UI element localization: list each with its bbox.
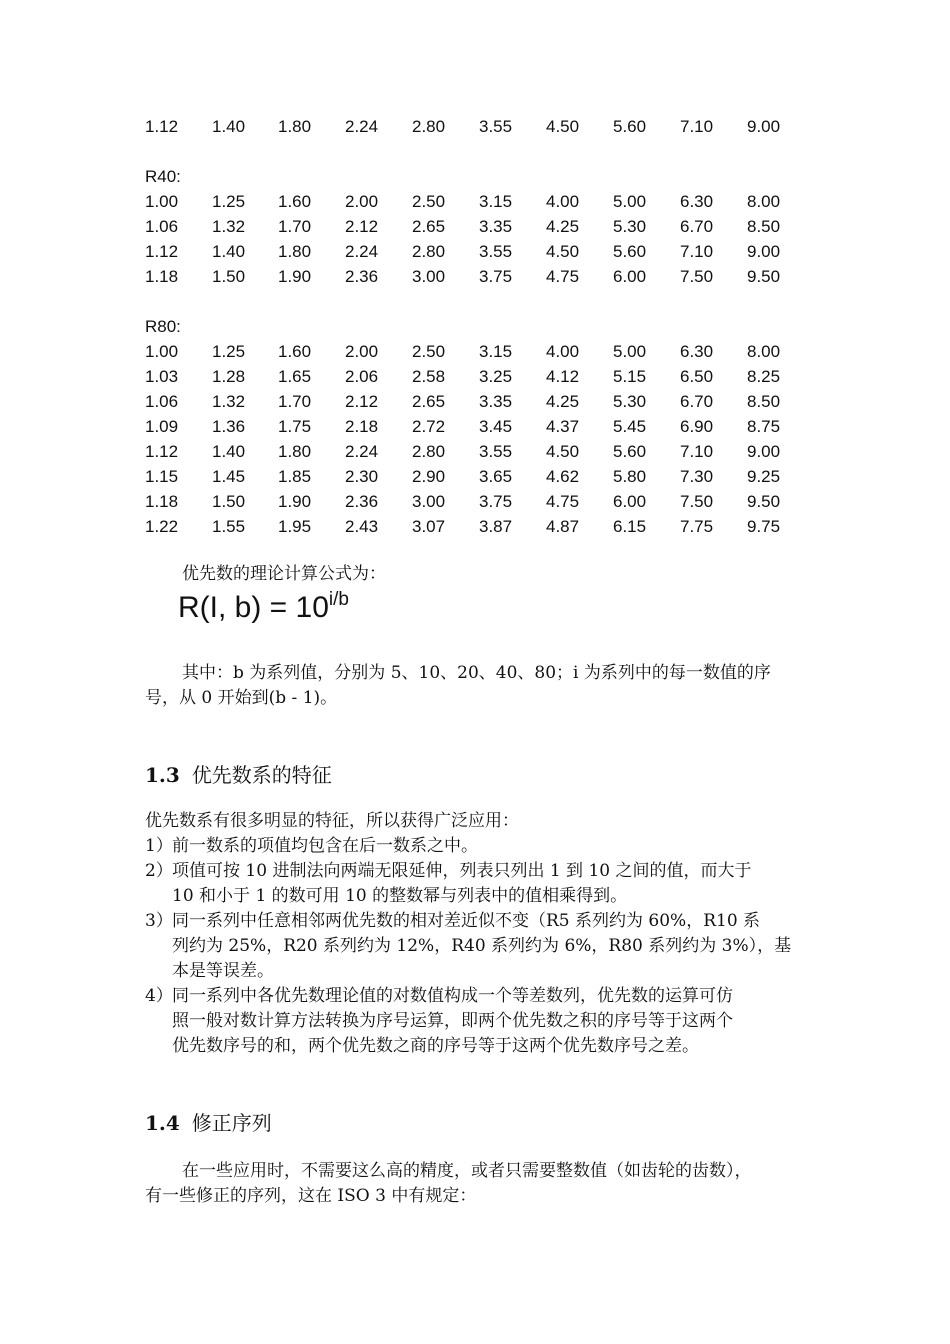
table-cell: 5.60: [613, 442, 647, 461]
table-row: [0, 414, 950, 439]
table-cell: 1.60: [278, 342, 312, 361]
table-cell: 5.15: [613, 367, 647, 386]
table-cell: 5.00: [613, 342, 647, 361]
table-cell: 3.15: [479, 192, 513, 211]
table-cell: 2.80: [412, 242, 446, 261]
table-cell: 9.50: [747, 492, 781, 511]
table-cell: 1.32: [212, 392, 246, 411]
table-cell: 5.00: [613, 192, 647, 211]
table-cell: 4.75: [546, 492, 580, 511]
table-cell: 7.75: [680, 517, 714, 536]
table-cell: 9.00: [747, 117, 781, 136]
table-cell: 1.80: [278, 442, 312, 461]
table-cell: 4.62: [546, 467, 580, 486]
table-cell: 8.75: [747, 417, 781, 436]
table-cell: 2.36: [345, 267, 379, 286]
table-cell: 1.00: [145, 342, 179, 361]
table-cell: 1.40: [212, 117, 246, 136]
table-cell: 6.70: [680, 392, 714, 411]
table-cell: 6.30: [680, 342, 714, 361]
table-cell: 2.06: [345, 367, 379, 386]
table-cell: 2.12: [345, 392, 379, 411]
table-cell: 2.58: [412, 367, 446, 386]
section-heading-1-3: [145, 761, 332, 789]
formula-exponent: i/b: [328, 589, 349, 610]
table-cell: 2.43: [345, 517, 379, 536]
table-cell: 1.12: [145, 117, 179, 136]
section-heading-1-4: [145, 1109, 272, 1137]
explanation-line-1: 其中：b 为系列值，分别为 5、10、20、40、80；i 为系列中的每一数值的序: [182, 663, 771, 683]
table-cell: 9.25: [747, 467, 781, 486]
table-cell: 2.80: [412, 117, 446, 136]
table-cell: 2.24: [345, 242, 379, 261]
table-cell: 1.36: [212, 417, 246, 436]
table-cell: 7.10: [680, 117, 714, 136]
table-cell: 3.75: [479, 492, 513, 511]
table-cell: 2.80: [412, 442, 446, 461]
table-cell: 1.95: [278, 517, 312, 536]
table-cell: 2.00: [345, 342, 379, 361]
table-cell: 1.65: [278, 367, 312, 386]
table-row: [0, 214, 950, 239]
formula-label: 优先数的理论计算公式为：: [182, 564, 386, 584]
formula-base: R(I, b) = 10: [178, 591, 329, 624]
table-cell: 1.90: [278, 492, 312, 511]
table-cell: 3.25: [479, 367, 513, 386]
section-body-line-1: 在一些应用时，不需要这么高的精度，或者只需要整数值（如齿轮的齿数），: [182, 1161, 752, 1181]
table-cell: 1.50: [212, 267, 246, 286]
table-cell: 6.30: [680, 192, 714, 211]
formula: [178, 580, 349, 628]
table-cell: 3.55: [479, 442, 513, 461]
list-item-line: 同一系列中任意相邻两优先数的相对差近似不变（R5 系列约为 60%，R10 系: [172, 911, 761, 931]
table-cell: 4.50: [546, 442, 580, 461]
table-cell: 1.50: [212, 492, 246, 511]
section-number: 1.4: [145, 1111, 180, 1135]
table-cell: 5.60: [613, 242, 647, 261]
table-cell: 2.00: [345, 192, 379, 211]
list-item-line: 照一般对数计算方法转换为序号运算，即两个优先数之积的序号等于这两个: [172, 1011, 733, 1031]
table-cell: 3.00: [412, 267, 446, 286]
table-cell: 1.00: [145, 192, 179, 211]
table-cell: 5.30: [613, 392, 647, 411]
top-table-row: [0, 114, 950, 139]
section-number: 1.3: [145, 763, 180, 787]
table-row: [0, 339, 950, 364]
table-cell: 9.75: [747, 517, 781, 536]
table-cell: 2.24: [345, 117, 379, 136]
list-marker: 3）: [145, 911, 173, 931]
table-cell: 3.65: [479, 467, 513, 486]
table-cell: 7.50: [680, 492, 714, 511]
list-item-line: 列约为 25%，R20 系列约为 12%，R40 系列约为 6%，R80 系列约为 3%），基: [172, 936, 792, 956]
table-cell: 8.50: [747, 392, 781, 411]
table-cell: 4.25: [546, 392, 580, 411]
table-cell: 7.10: [680, 442, 714, 461]
table-cell: 5.80: [613, 467, 647, 486]
table-cell: 1.25: [212, 192, 246, 211]
table-cell: 2.36: [345, 492, 379, 511]
table-cell: 4.12: [546, 367, 580, 386]
list-item-line: 10 和小于 1 的数可用 10 的整数幂与列表中的值相乘得到。: [172, 886, 628, 906]
table-row: [0, 364, 950, 389]
table-cell: 1.22: [145, 517, 179, 536]
table-cell: 1.15: [145, 467, 179, 486]
table-row: [0, 239, 950, 264]
list-item-line: 同一系列中各优先数理论值的对数值构成一个等差数列，优先数的运算可仿: [172, 986, 733, 1006]
table-cell: 5.45: [613, 417, 647, 436]
table-cell: 8.00: [747, 192, 781, 211]
table-cell: 4.75: [546, 267, 580, 286]
table-cell: 1.40: [212, 242, 246, 261]
table-cell: 1.75: [278, 417, 312, 436]
section-intro: 优先数系有很多明显的特征，所以获得广泛应用：: [145, 811, 519, 831]
list-item-line: 本是等误差。: [172, 961, 274, 981]
table-cell: 7.10: [680, 242, 714, 261]
table-cell: 1.09: [145, 417, 179, 436]
table-cell: 4.25: [546, 217, 580, 236]
section-title: 优先数系的特征: [191, 763, 332, 787]
table-cell: 4.37: [546, 417, 580, 436]
table-cell: 1.60: [278, 192, 312, 211]
table-cell: 6.70: [680, 217, 714, 236]
table-cell: 8.00: [747, 342, 781, 361]
table-cell: 7.50: [680, 267, 714, 286]
table-row: [0, 389, 950, 414]
table-row: [0, 464, 950, 489]
list-item-line: 前一数系的项值均包含在后一数系之中。: [172, 836, 478, 856]
table-cell: 3.35: [479, 217, 513, 236]
table-cell: 3.75: [479, 267, 513, 286]
table-cell: 2.50: [412, 342, 446, 361]
table-cell: 2.90: [412, 467, 446, 486]
table-cell: 1.32: [212, 217, 246, 236]
table-cell: 9.00: [747, 242, 781, 261]
table-cell: 1.80: [278, 242, 312, 261]
table-cell: 6.00: [613, 492, 647, 511]
section-body-line-2: 有一些修正的序列，这在 ISO 3 中有规定：: [145, 1186, 477, 1206]
table-row: [0, 189, 950, 214]
list-item-line: 项值可按 10 进制法向两端无限延伸，列表只列出 1 到 10 之间的值，而大于: [172, 861, 752, 881]
table-cell: 6.15: [613, 517, 647, 536]
table-cell: 9.00: [747, 442, 781, 461]
table-cell: 6.50: [680, 367, 714, 386]
table-cell: 2.30: [345, 467, 379, 486]
table-row: [0, 264, 950, 289]
table-cell: 1.45: [212, 467, 246, 486]
table-cell: 1.12: [145, 242, 179, 261]
table-cell: 4.00: [546, 192, 580, 211]
table-cell: 1.06: [145, 392, 179, 411]
table-cell: 4.50: [546, 117, 580, 136]
table-row: [0, 514, 950, 539]
table-row: [0, 439, 950, 464]
table-cell: 3.07: [412, 517, 446, 536]
explanation-line-2: 号，从 0 开始到(b - 1)。: [145, 688, 338, 708]
table-cell: 6.00: [613, 267, 647, 286]
table-cell: 2.12: [345, 217, 379, 236]
table-cell: 1.40: [212, 442, 246, 461]
table-cell: 1.25: [212, 342, 246, 361]
table-cell: 2.72: [412, 417, 446, 436]
table-cell: 1.85: [278, 467, 312, 486]
list-marker: 4）: [145, 986, 173, 1006]
table-cell: 8.50: [747, 217, 781, 236]
table-cell: 7.30: [680, 467, 714, 486]
table-cell: 1.12: [145, 442, 179, 461]
table-cell: 2.24: [345, 442, 379, 461]
table-cell: 1.90: [278, 267, 312, 286]
table-cell: 6.90: [680, 417, 714, 436]
table-cell: 1.80: [278, 117, 312, 136]
table-cell: 2.65: [412, 392, 446, 411]
table-cell: 5.30: [613, 217, 647, 236]
list-item-line: 优先数序号的和，两个优先数之商的序号等于这两个优先数序号之差。: [172, 1036, 699, 1056]
table-cell: 3.35: [479, 392, 513, 411]
table-cell: 1.28: [212, 367, 246, 386]
table-cell: 9.50: [747, 267, 781, 286]
table-cell: 4.50: [546, 242, 580, 261]
table-cell: 3.55: [479, 242, 513, 261]
r80-label: R80:: [145, 317, 181, 336]
table-cell: 1.18: [145, 492, 179, 511]
section-title: 修正序列: [191, 1111, 272, 1135]
table-cell: 5.60: [613, 117, 647, 136]
list-marker: 1）: [145, 836, 173, 856]
table-cell: 2.65: [412, 217, 446, 236]
table-row: [0, 489, 950, 514]
table-cell: 2.18: [345, 417, 379, 436]
table-cell: 4.87: [546, 517, 580, 536]
table-cell: 3.55: [479, 117, 513, 136]
table-cell: 1.03: [145, 367, 179, 386]
table-cell: 1.55: [212, 517, 246, 536]
table-cell: 8.25: [747, 367, 781, 386]
table-cell: 4.00: [546, 342, 580, 361]
table-cell: 1.70: [278, 392, 312, 411]
table-cell: 1.18: [145, 267, 179, 286]
table-cell: 2.50: [412, 192, 446, 211]
table-cell: 1.70: [278, 217, 312, 236]
list-marker: 2）: [145, 861, 173, 881]
table-cell: 3.45: [479, 417, 513, 436]
table-cell: 1.06: [145, 217, 179, 236]
table-cell: 3.87: [479, 517, 513, 536]
table-cell: 3.00: [412, 492, 446, 511]
r40-label: R40:: [145, 167, 181, 186]
table-cell: 3.15: [479, 342, 513, 361]
